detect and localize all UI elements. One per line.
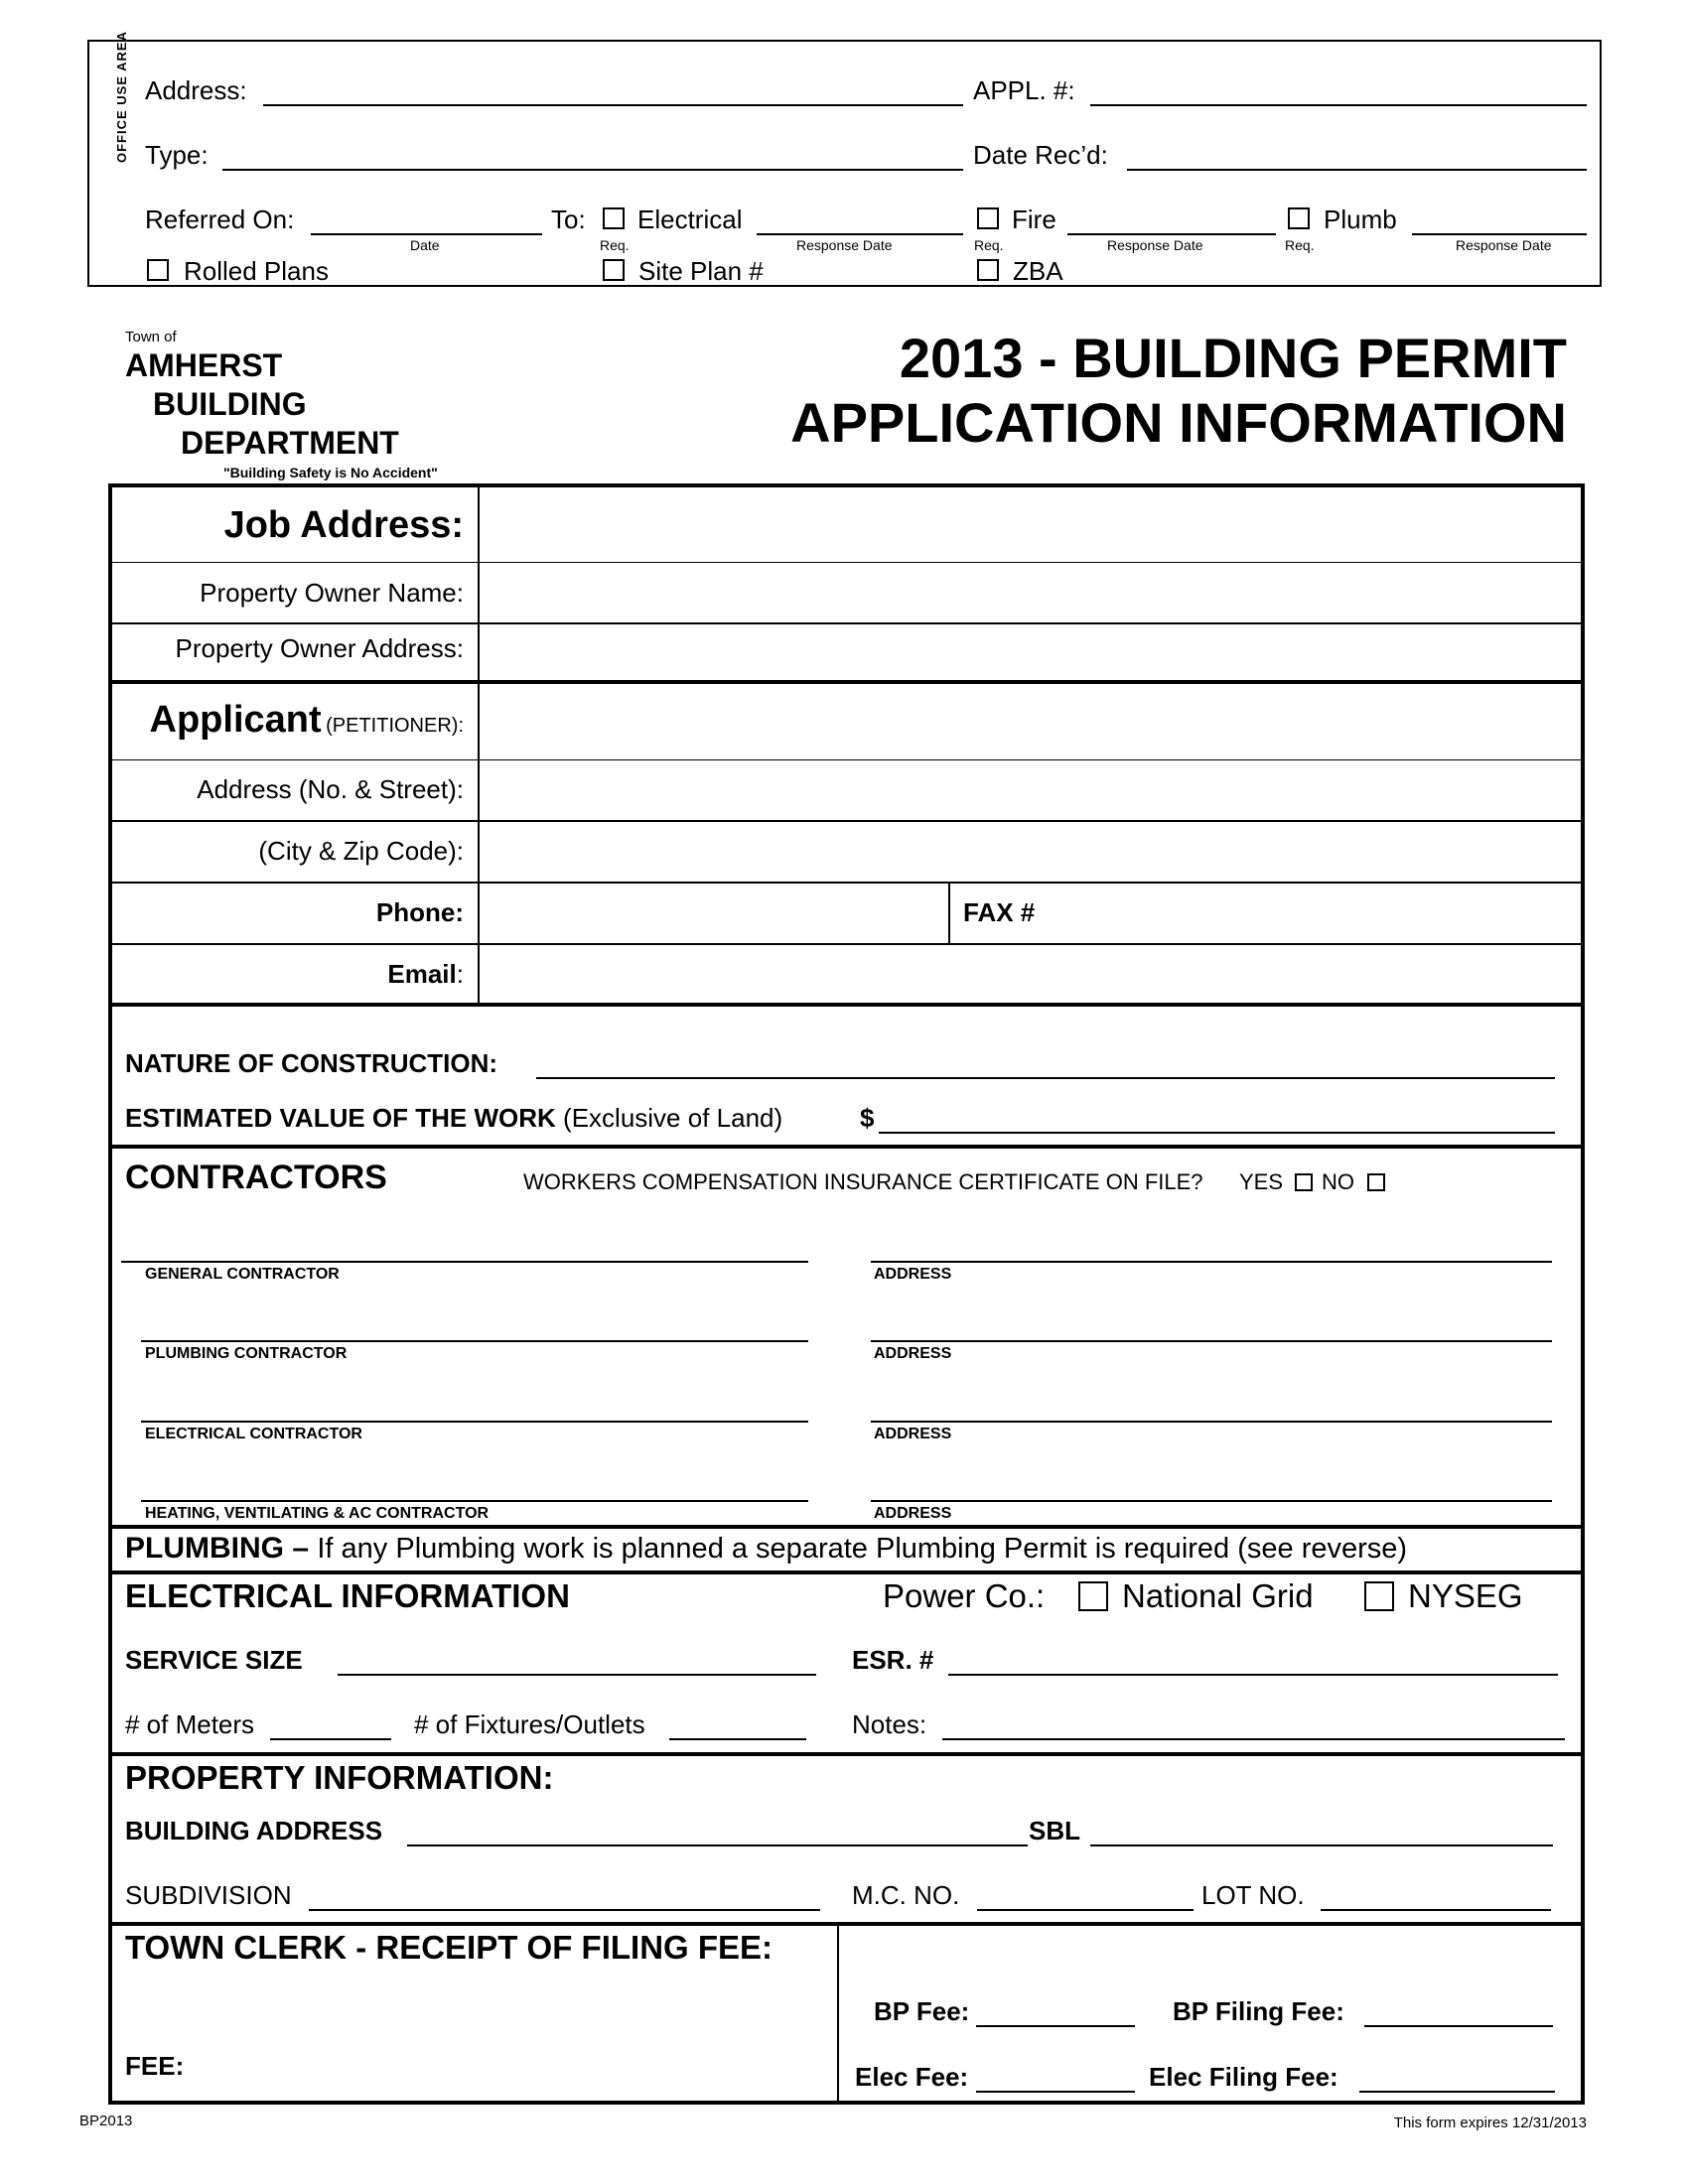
bp-fee-field[interactable] <box>976 2025 1135 2027</box>
estimated-label: ESTIMATED VALUE OF THE WORK <box>125 1103 556 1133</box>
fire-response-field[interactable] <box>1067 233 1276 235</box>
plumb-req-caption: Req. <box>1285 237 1315 253</box>
city-zip-label: (City & Zip Code): <box>258 836 464 866</box>
office-type-label: Type: <box>145 140 209 170</box>
fire-req-caption: Req. <box>974 237 1004 253</box>
national-grid-label: National Grid <box>1122 1577 1314 1614</box>
town-of-label: Town of <box>125 329 177 345</box>
national-grid-checkbox[interactable] <box>1078 1581 1108 1611</box>
electrical-contractor-address-label: ADDRESS <box>874 1426 952 1442</box>
row-line <box>110 562 1583 563</box>
expiry-note: This form expires 12/31/2013 <box>1393 2115 1587 2131</box>
zba-label: ZBA <box>1013 256 1063 286</box>
row-line <box>110 759 1583 760</box>
section2-divider <box>478 684 480 1005</box>
no-checkbox[interactable] <box>1367 1173 1385 1191</box>
plumbing-dash: – <box>292 1532 310 1565</box>
address-street-input[interactable] <box>481 761 1581 819</box>
site-plan-checkbox[interactable] <box>603 259 625 281</box>
applicant-label <box>119 699 464 742</box>
plumbing-contractor-address-label: ADDRESS <box>874 1345 952 1362</box>
nature-field[interactable] <box>536 1077 1555 1079</box>
general-contractor-address-field[interactable] <box>871 1261 1552 1263</box>
sbl-field[interactable] <box>1090 1844 1553 1846</box>
yes-checkbox[interactable] <box>1295 1173 1313 1191</box>
job-address-label: Job Address: <box>223 504 464 546</box>
office-date-recd-label: Date Rec’d: <box>973 140 1108 170</box>
office-type-field[interactable] <box>222 169 963 171</box>
no-label: NO <box>1322 1169 1354 1194</box>
meters-field[interactable] <box>270 1738 391 1740</box>
petitioner-word: (PETITIONER): <box>326 715 464 737</box>
fixtures-field[interactable] <box>669 1738 806 1740</box>
notes-field[interactable] <box>942 1738 1565 1740</box>
fax-label: FAX # <box>963 897 1036 927</box>
plumb-label: Plumb <box>1324 205 1397 234</box>
office-appl-label: APPL. #: <box>973 75 1075 105</box>
electrical-req-caption: Req. <box>600 237 630 253</box>
plumbing-note: If any Plumbing work is planned a separate Plumbing Permit is required (see reverse) <box>317 1533 1408 1565</box>
office-side-label: OFFICE USE AREA <box>114 31 129 163</box>
rolled-plans-label: Rolled Plans <box>184 256 329 286</box>
esr-label: ESR. # <box>852 1645 934 1675</box>
owner-name-input[interactable] <box>481 564 1581 621</box>
section-line <box>110 1145 1583 1149</box>
section-line <box>110 1922 1583 1926</box>
office-address-label: Address: <box>145 75 247 105</box>
applicant-word: Applicant <box>149 699 322 741</box>
electrical-title: ELECTRICAL INFORMATION <box>125 1577 570 1614</box>
office-date-recd-field[interactable] <box>1127 169 1587 171</box>
estimated-label-wrap <box>125 1103 782 1134</box>
to-label: To: <box>551 205 586 234</box>
bp-filing-fee-field[interactable] <box>1364 2025 1553 2027</box>
dept-line-1: AMHERST <box>125 347 283 383</box>
fire-response-caption: Response Date <box>1107 237 1203 253</box>
job-address-input[interactable] <box>481 487 1581 561</box>
section1-divider <box>478 485 480 681</box>
plumbing-line <box>125 1532 1407 1566</box>
clerk-divider <box>837 1926 839 2101</box>
service-size-field[interactable] <box>338 1674 816 1676</box>
plumb-checkbox[interactable] <box>1288 207 1310 229</box>
phone-input[interactable] <box>481 884 947 942</box>
hvac-contractor-field[interactable] <box>141 1500 808 1502</box>
nyseg-checkbox[interactable] <box>1364 1581 1394 1611</box>
section-line <box>110 1752 1583 1756</box>
email-input[interactable] <box>481 945 1581 1002</box>
nyseg-label: NYSEG <box>1408 1577 1523 1614</box>
office-address-field[interactable] <box>263 104 963 106</box>
section-line <box>110 1570 1583 1574</box>
elec-fee-field[interactable] <box>976 2091 1135 2093</box>
electrical-response-field[interactable] <box>757 233 963 235</box>
estimated-value-field[interactable] <box>879 1132 1555 1134</box>
building-address-field[interactable] <box>407 1844 1028 1846</box>
section-line <box>110 1525 1583 1529</box>
dollar-sign: $ <box>860 1103 875 1133</box>
fixtures-label: # of Fixtures/Outlets <box>414 1709 645 1739</box>
elec-fee-label: Elec Fee: <box>855 2062 969 2092</box>
exclusive-label: (Exclusive of Land) <box>563 1103 783 1133</box>
email-colon: : <box>456 959 464 989</box>
owner-name-label: Property Owner Name: <box>200 578 464 608</box>
form-title-line-1: 2013 - BUILDING PERMIT <box>899 327 1567 389</box>
email-label-wrap <box>119 959 464 990</box>
section-line <box>110 680 1583 684</box>
bp-filing-fee-label: BP Filing Fee: <box>1173 1996 1344 2026</box>
rolled-plans-checkbox[interactable] <box>147 259 169 281</box>
general-contractor-address-label: ADDRESS <box>874 1266 952 1283</box>
plumbing-contractor-field[interactable] <box>141 1340 808 1342</box>
elec-filing-fee-field[interactable] <box>1359 2091 1555 2093</box>
hvac-contractor-address-field[interactable] <box>871 1500 1552 1502</box>
workers-comp-label: WORKERS COMPENSATION INSURANCE CERTIFICATE ON FILE? <box>523 1169 1203 1194</box>
plumb-response-field[interactable] <box>1412 233 1587 235</box>
electrical-checkbox[interactable] <box>603 207 625 229</box>
owner-address-input[interactable] <box>481 624 1581 679</box>
lot-no-label: LOT NO. <box>1201 1880 1305 1910</box>
referred-date-caption: Date <box>410 237 440 253</box>
office-appl-field[interactable] <box>1090 104 1587 106</box>
contractors-title: CONTRACTORS <box>125 1159 387 1196</box>
dept-line-3: DEPARTMENT <box>181 425 399 461</box>
plumbing-title: PLUMBING <box>125 1532 284 1565</box>
site-plan-label: Site Plan # <box>638 256 764 286</box>
property-title: PROPERTY INFORMATION: <box>125 1759 554 1796</box>
applicant-input[interactable] <box>481 686 1581 758</box>
general-contractor-field[interactable] <box>121 1261 808 1263</box>
plumbing-contractor-address-field[interactable] <box>871 1340 1552 1342</box>
electrical-contractor-address-field[interactable] <box>871 1421 1552 1423</box>
electrical-contractor-label: ELECTRICAL CONTRACTOR <box>145 1426 362 1442</box>
hvac-contractor-label: HEATING, VENTILATING & AC CONTRACTOR <box>145 1505 490 1522</box>
electrical-contractor-field[interactable] <box>141 1421 808 1423</box>
clerk-title: TOWN CLERK - RECEIPT OF FILING FEE: <box>125 1929 774 1966</box>
general-contractor-label: GENERAL CONTRACTOR <box>145 1266 340 1283</box>
subdivision-field[interactable] <box>309 1909 820 1911</box>
notes-label: Notes: <box>852 1709 927 1739</box>
electrical-response-caption: Response Date <box>796 237 893 253</box>
referred-on-field[interactable] <box>311 233 542 235</box>
city-zip-input[interactable] <box>481 822 1581 881</box>
nature-label: NATURE OF CONSTRUCTION: <box>125 1048 498 1078</box>
mc-no-field[interactable] <box>977 1909 1194 1911</box>
form-title-line-2: APPLICATION INFORMATION <box>790 391 1567 454</box>
meters-label: # of Meters <box>125 1709 255 1739</box>
zba-checkbox[interactable] <box>977 259 999 281</box>
fee-label: FEE: <box>125 2051 185 2081</box>
fire-label: Fire <box>1012 205 1056 234</box>
lot-no-field[interactable] <box>1321 1909 1551 1911</box>
power-co-label: Power Co.: <box>883 1577 1046 1614</box>
fax-input[interactable] <box>1053 884 1579 942</box>
motto: "Building Safety is No Accident" <box>223 465 438 480</box>
mc-no-label: M.C. NO. <box>852 1880 960 1910</box>
plumb-response-caption: Response Date <box>1456 237 1552 253</box>
elec-filing-fee-label: Elec Filing Fee: <box>1149 2062 1338 2092</box>
form-code: BP2013 <box>79 2113 133 2129</box>
sbl-label: SBL <box>1029 1816 1080 1845</box>
phone-fax-divider <box>948 883 950 943</box>
address-street-label: Address (No. & Street): <box>197 774 464 804</box>
bp-fee-label: BP Fee: <box>874 1996 970 2026</box>
hvac-contractor-address-label: ADDRESS <box>874 1505 952 1522</box>
owner-address-label: Property Owner Address: <box>175 633 464 663</box>
fire-checkbox[interactable] <box>977 207 999 229</box>
plumbing-contractor-label: PLUMBING CONTRACTOR <box>145 1345 348 1362</box>
referred-on-label: Referred On: <box>145 205 295 234</box>
service-size-label: SERVICE SIZE <box>125 1645 303 1675</box>
phone-label: Phone: <box>375 897 464 927</box>
esr-field[interactable] <box>948 1674 1558 1676</box>
dept-line-2: BUILDING <box>153 386 307 422</box>
electrical-label: Electrical <box>637 205 743 234</box>
building-address-label: BUILDING ADDRESS <box>125 1816 383 1845</box>
subdivision-label: SUBDIVISION <box>125 1880 292 1910</box>
email-label: Email <box>387 959 457 989</box>
yes-label: YES <box>1239 1169 1284 1194</box>
section-line <box>110 1003 1583 1007</box>
